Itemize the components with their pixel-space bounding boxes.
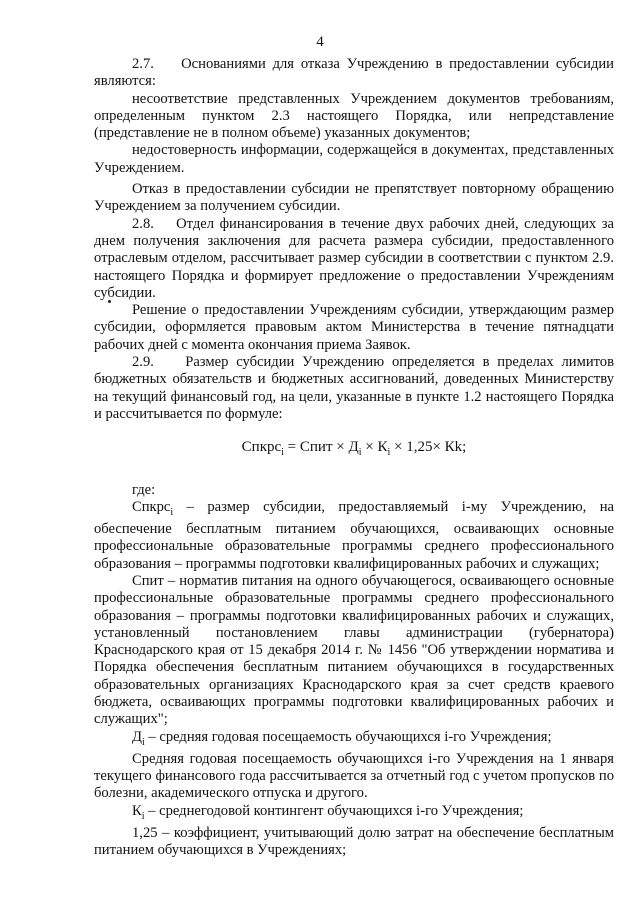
definition-k-text: – среднегодовой контингент обучающихся i-го Учреждения; xyxy=(144,802,524,819)
paragraph-2-9: 2.9. Размер субсидии Учреждению определяется в пределах лимитов бюджетных обязательств и бюджетных ассигнований, доведенных Министерству на текущий финансовый год, на цели, указанные в пункте 1.2 настоящего Порядка и рассчитывается по формуле: xyxy=(94,354,614,422)
symbol-k-subscript: i xyxy=(141,810,145,822)
definition-spit: Спит – норматив питания на одного обучающегося, осваивающего основные профессиональные образовательные программы среднего профессионального образования – программы подготовки квалифицированных рабочих и служащих, установленный постановлением главы администрации (губернатора) Краснодарского края от 15 декабря 2014 г. № 1456 "Об утверждении норматива и Порядка обеспечения бесплатным питанием обучающихся в государственных образовательных организациях Краснодарского края за счет средств краевого бюджета, осваивающих программы подготовки квалифицированных рабочих и служащих"; xyxy=(94,572,614,728)
paragraph-refusal-no-obstacle: Отказ в предоставлении субсидии не препятствует повторному обращению Учреждением за получением субсидии. xyxy=(94,181,614,215)
formula-k: К xyxy=(377,439,388,456)
definition-d-calculation: Средняя годовая посещаемость обучающихся i-го Учреждения на 1 января текущего финансового года рассчитывается за отчетный год с учетом пропусков по болезни, академического отпуска и другого. xyxy=(94,750,614,802)
formula-k-subscript: i xyxy=(387,447,391,459)
formula-lhs: Спкрс xyxy=(241,439,282,456)
paragraph-decision: Решение о предоставлении Учреждениям субсидии, утверждающим размер субсидии, оформляется правовым актом Министерства в течение пятнадцати рабочих дней с момента окончания приема Заявок. xyxy=(94,302,614,353)
formula-lhs-subscript: i xyxy=(281,447,284,459)
definition-spkrs-text: – размер субсидии, предоставляемый i-му Учреждению, на обеспечение бесплатным питанием обучающихся, осваивающих основные профессиональные образовательные программы среднего профессионального образования – программы подготовки квалифицированных рабочих и служащих; xyxy=(94,498,614,572)
definition-coefficient: 1,25 – коэффициент, учитывающий долю затрат на обеспечение бесплатным питанием обучающихся в Учреждениях; xyxy=(94,824,614,859)
definition-d-text: – средняя годовая посещаемость обучающихся i-го Учреждения; xyxy=(144,728,552,745)
symbol-k: К xyxy=(132,802,142,819)
formula-tail: × 1,25× Кk; xyxy=(390,439,467,456)
formula-times: × xyxy=(361,439,378,456)
formula-spit: = Спит × xyxy=(283,439,349,456)
paragraph-2-7: 2.7. Основаниями для отказа Учреждению в предоставлении субсидии являются: xyxy=(94,56,614,90)
formula-d: Д xyxy=(348,439,359,456)
definition-k xyxy=(94,803,614,825)
symbol-spkrs: Спкрс xyxy=(132,498,171,515)
page-number: 4 xyxy=(316,34,324,50)
symbol-d-subscript: i xyxy=(141,736,145,748)
subsidy-formula xyxy=(94,439,614,461)
paragraph-noncompliance: несоответствие представленных Учреждением документов требованиям, определенным пунктом 2.3 настоящего Порядка, или непредставление (представление не в полном объеме) указанных документов; xyxy=(94,90,614,142)
where-label: где: xyxy=(132,481,156,498)
formula-d-subscript: i xyxy=(358,447,362,459)
document-body xyxy=(94,56,614,859)
definition-d xyxy=(94,729,614,751)
symbol-spkrs-subscript: i xyxy=(170,506,174,518)
definition-spkrs xyxy=(94,499,614,573)
paragraph-unreliable-info: недостоверность информации, содержащейся в документах, представленных Учреждением. xyxy=(94,142,614,176)
paragraph-2-8: 2.8. Отдел финансирования в течение двух рабочих дней, следующих за днем получения заключения для расчета размера субсидии, предоставленного отраслевым отделом, рассчитывает размер субсидии в соответствии с пунктом 2.9. настоящего Порядка и формирует предложение о предоставлении Учреждениям субсидии. xyxy=(94,215,614,301)
symbol-d: Д xyxy=(132,728,142,745)
